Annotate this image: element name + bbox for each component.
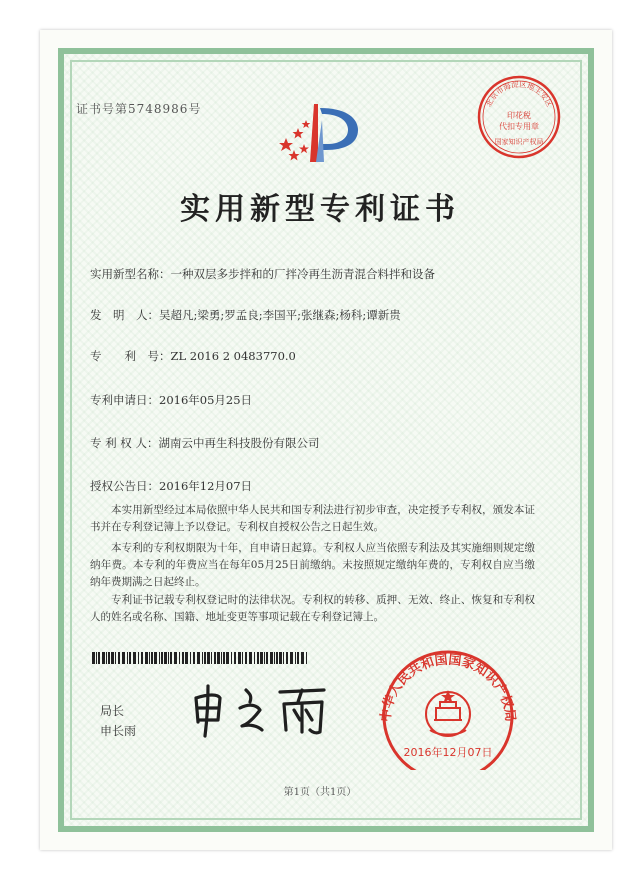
barcode-bar xyxy=(242,652,243,664)
barcode-bar xyxy=(254,652,255,664)
field-value: ZL 2016 2 0483770.0 xyxy=(170,349,296,363)
barcode-bar xyxy=(190,652,191,664)
barcode-bar xyxy=(149,652,150,664)
official-seal xyxy=(360,640,536,770)
barcode-bar xyxy=(226,652,229,664)
field-inventors xyxy=(90,307,401,323)
barcode-bar xyxy=(249,652,252,664)
barcode-bar xyxy=(279,652,282,664)
svg-text:中华人民共和国国家知识产权局 xyxy=(378,652,518,723)
field-utility-name xyxy=(90,266,435,282)
barcode-bar xyxy=(264,652,265,664)
barcode-bar xyxy=(96,652,97,664)
barcode-bar xyxy=(221,652,222,664)
barcode-bar xyxy=(111,652,114,664)
barcode-bar xyxy=(257,652,259,664)
barcode-bar xyxy=(92,652,95,664)
barcode-bar xyxy=(260,652,263,664)
field-value: 一种双层多步拌和的厂拌冷再生沥青混合料拌和设备 xyxy=(170,267,435,281)
barcode-bar xyxy=(174,652,177,664)
barcode-bar xyxy=(274,652,275,664)
barcode-bar xyxy=(234,652,236,664)
star-icon xyxy=(299,144,309,153)
barcode-bar xyxy=(231,652,232,664)
tax-stamp-bottom: 国家知识产权局 xyxy=(494,138,544,146)
barcode-bar xyxy=(286,652,288,664)
field-value: 吴超凡;梁勇;罗孟良;李国平;张继森;杨科;谭新贵 xyxy=(159,308,401,322)
star-icon xyxy=(279,138,293,151)
barcode-bar xyxy=(245,652,247,664)
field-application-date xyxy=(90,392,252,408)
barcode-bar xyxy=(170,652,172,664)
barcode-bar xyxy=(129,652,131,664)
barcode-bar xyxy=(102,652,105,664)
certificate-title: 实用新型专利证书 xyxy=(180,192,460,227)
barcode-bar xyxy=(154,652,157,664)
barcode-bar xyxy=(214,652,216,664)
svg-text:北京市海淀区地主安区 xyxy=(483,79,554,109)
field-label: 专 利 权 人： xyxy=(90,436,159,450)
barcode-bar xyxy=(145,652,148,664)
field-value: 湖南云中再生科技股份有限公司 xyxy=(158,436,320,450)
field-label: 发 明 人： xyxy=(90,308,159,322)
tax-stamp-line2: 代扣专用章 xyxy=(499,122,539,131)
star-icon xyxy=(289,150,300,161)
field-patent-number xyxy=(90,348,296,364)
certificate-number: 证书号第5748986号 xyxy=(76,102,202,116)
barcode-bar xyxy=(133,652,136,664)
barcode-bar xyxy=(127,652,128,664)
barcode-bar xyxy=(164,652,167,664)
barcode-bar xyxy=(122,652,125,664)
seal-date: 2016年12月07日 xyxy=(403,746,493,759)
field-label: 授权公告日： xyxy=(90,479,159,493)
field-value: 2016年05月25日 xyxy=(159,393,253,407)
barcode-bar xyxy=(295,652,296,664)
barcode-bar xyxy=(182,652,184,664)
paragraph-grant: 本实用新型经过本局依照中华人民共和国专利法进行初步审查，决定授予专利权，颁发本证书并在专利登记簿上予以登记。专利权自授权公告之日起生效。 xyxy=(90,504,535,533)
barcode-bar xyxy=(211,652,212,664)
patent-office-logo xyxy=(276,100,366,170)
signatory-title: 局长 xyxy=(100,704,125,718)
barcode-bar xyxy=(115,652,116,664)
barcode-bar xyxy=(276,652,278,664)
tax-stamp-arc: 北京市海淀区地主安区 xyxy=(483,79,555,109)
tax-stamp xyxy=(476,74,562,160)
barcode-bar xyxy=(168,652,169,664)
field-patentee xyxy=(90,435,319,451)
paragraph-term: 本专利的专利权期限为十年，自申请日起算。专利权人应当依照专利法及其实施细则规定缴纳年费。本专利的年费应当在每年05月25日前缴纳。未按照规定缴纳年费的，专利权自应当缴纳年费期满之日起终止。 xyxy=(90,542,535,588)
barcode-bar xyxy=(290,652,293,664)
barcode-bar xyxy=(207,652,210,664)
barcode xyxy=(92,652,310,664)
barcode-bar xyxy=(185,652,188,664)
barcode-bar xyxy=(159,652,160,664)
barcode-bar xyxy=(306,652,307,664)
barcode-bar xyxy=(193,652,195,664)
signatory-name: 申长雨 xyxy=(100,724,137,738)
barcode-bar xyxy=(197,652,200,664)
barcode-bar xyxy=(238,652,241,664)
paragraph-status: 专利证书记载专利权登记时的法律状况。专利权的转移、质押、无效、终止、恢复和专利权人的姓名或名称、国籍、地址变更等事项记载在专利登记簿上。 xyxy=(90,594,535,623)
barcode-bar xyxy=(118,652,120,664)
logo-blue-curve xyxy=(320,108,358,150)
handwritten-signature xyxy=(188,680,338,738)
seal-arc-text: 中华人民共和国国家知识产权局 xyxy=(378,652,518,723)
logo-red-stroke xyxy=(310,104,318,162)
field-label: 实用新型名称： xyxy=(90,267,171,281)
barcode-bar xyxy=(141,652,143,664)
barcode-bar xyxy=(202,652,203,664)
barcode-bar xyxy=(98,652,100,664)
barcode-bar xyxy=(106,652,107,664)
field-label: 专利申请日： xyxy=(90,393,159,407)
tax-stamp-line1: 印花税 xyxy=(507,111,531,120)
barcode-bar xyxy=(283,652,284,664)
barcode-bar xyxy=(179,652,180,664)
barcode-bar xyxy=(138,652,139,664)
barcode-bar xyxy=(161,652,163,664)
barcode-bar xyxy=(266,652,268,664)
barcode-bar xyxy=(223,652,225,664)
field-value: 2016年12月07日 xyxy=(159,479,253,493)
barcode-bar xyxy=(297,652,299,664)
barcode-bar xyxy=(108,652,110,664)
barcode-bar xyxy=(270,652,273,664)
star-icon xyxy=(302,120,311,128)
barcode-bar xyxy=(151,652,153,664)
field-label: 专 利 号： xyxy=(90,349,171,363)
field-grant-date xyxy=(90,478,252,494)
barcode-bar xyxy=(204,652,206,664)
page-footer: 第1页（共1页） xyxy=(283,787,357,798)
star-icon xyxy=(293,128,304,139)
barcode-bar xyxy=(301,652,304,664)
barcode-bar xyxy=(217,652,220,664)
